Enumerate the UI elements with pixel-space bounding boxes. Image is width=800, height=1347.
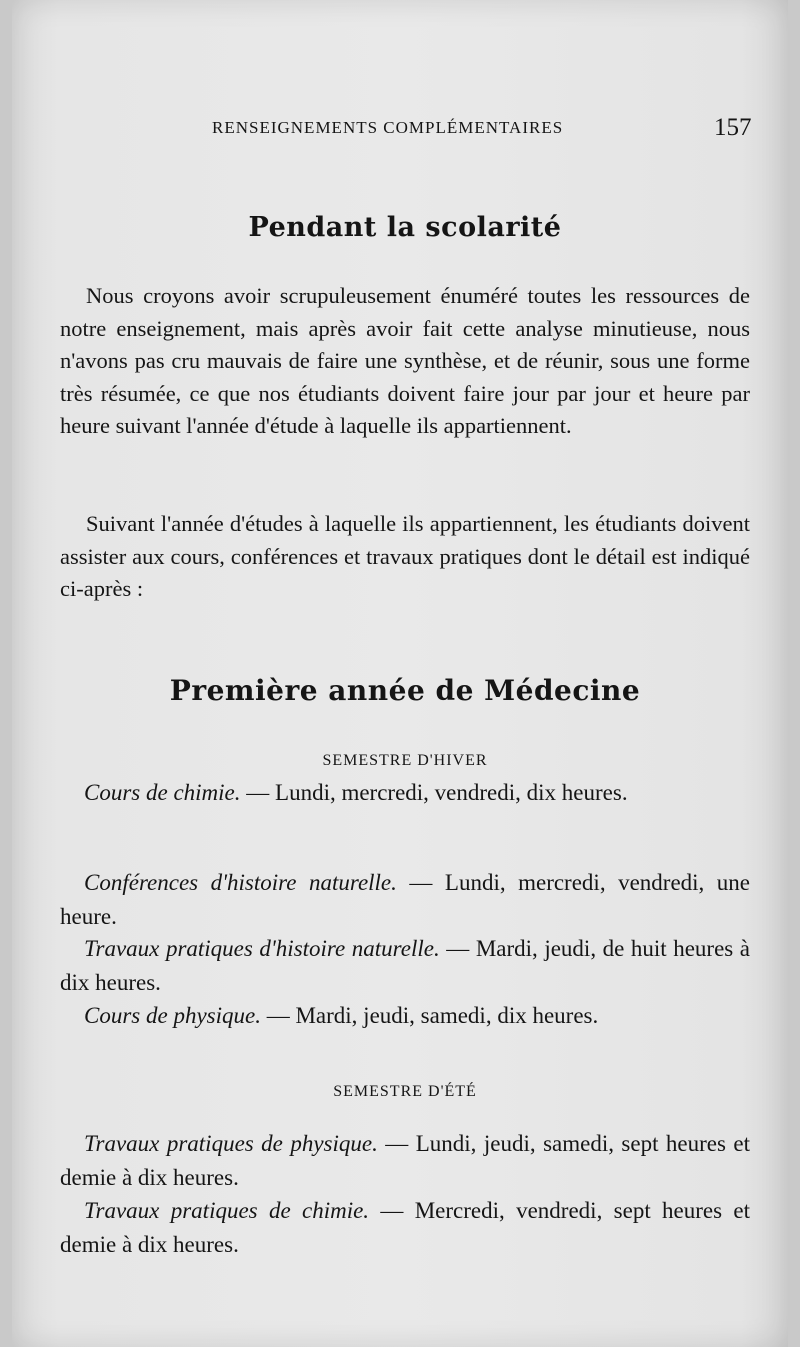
course-name: Travaux pratiques d'histoire naturelle. <box>84 936 440 961</box>
course-schedule: — Mardi, jeudi, samedi, dix heures. <box>260 1003 599 1028</box>
course-schedule: — Lundi, jeudi, samedi, sept heures et demie à dix heures. <box>60 1131 750 1190</box>
course-schedule: — Mardi, jeudi, de huit heures à dix heures. <box>60 936 751 995</box>
course-entry <box>60 1194 750 1262</box>
section-title-scolarite: Pendant la scolarité <box>248 212 562 243</box>
course-schedule: — Mercredi, vendredi, sept heures et demie à dix heures. <box>60 1198 750 1257</box>
paragraph-2: Suivant l'année d'études à laquelle ils appartiennent, les étudiants doivent assister aux cours, conférences et travaux pratiques dont le détail est indiqué ci-après : <box>60 511 750 601</box>
course-entry <box>60 999 750 1033</box>
page-number: 157 <box>714 114 752 141</box>
course-entry <box>60 866 750 934</box>
course-entry <box>60 932 750 1000</box>
course-name: Conférences d'histoire naturelle. <box>84 870 397 895</box>
course-name: Travaux pratiques de chimie. <box>84 1198 370 1223</box>
course-schedule: — Lundi, mercredi, vendredi, une heure. <box>60 870 750 929</box>
course-name: Travaux pratiques de physique. <box>84 1131 378 1156</box>
course-name: Cours de physique. <box>84 1003 261 1028</box>
book-page <box>12 0 788 1347</box>
course-entry <box>60 1127 750 1195</box>
semester-heading-winter: SEMESTRE D'HIVER <box>322 752 488 769</box>
course-entry <box>60 776 750 810</box>
course-schedule: — Lundi, mercredi, vendredi, dix heures. <box>240 780 628 805</box>
section-title-premiere-annee: Première année de Médecine <box>169 674 641 707</box>
paragraph-1: Nous croyons avoir scrupuleusement énuméré toutes les ressources de notre enseignement, mais après avoir fait cette analyse minutieuse, nous n'avons pas cru mauvais de faire une synthèse, et de réunir, sous une forme très résumée, ce que nos étudiants doivent faire jour par jour et heure par heure suivant l'année d'étude à laquelle ils appartiennent. <box>60 283 750 438</box>
semester-heading-summer: SEMESTRE D'ÉTÉ <box>333 1083 477 1100</box>
course-name: Cours de chimie. <box>84 780 241 805</box>
running-head: RENSEIGNEMENTS COMPLÉMENTAIRES <box>212 118 564 137</box>
